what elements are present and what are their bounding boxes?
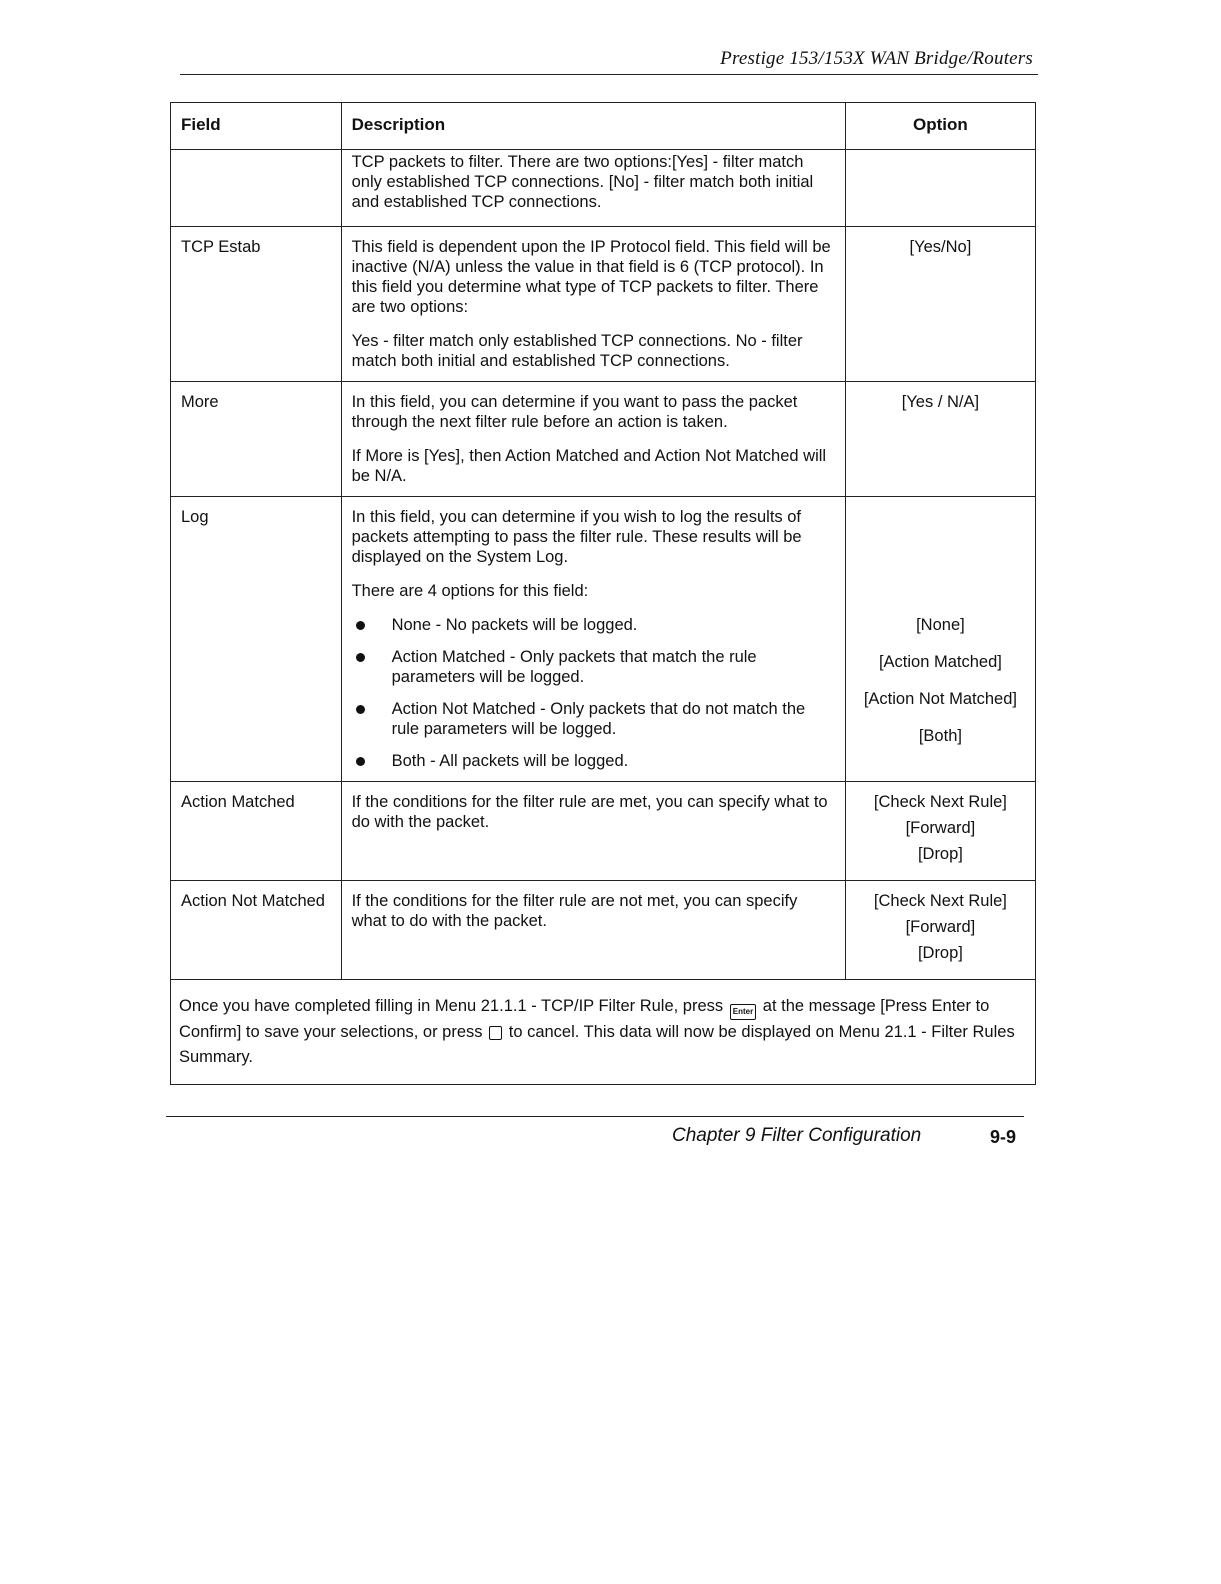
bullet-icon bbox=[356, 653, 365, 662]
table-row bbox=[171, 497, 1036, 782]
footer-rule bbox=[166, 1116, 1024, 1117]
bullet-icon bbox=[356, 621, 365, 630]
field-cell: Action Not Matched bbox=[171, 881, 342, 980]
description-text: Yes - filter match only established TCP connections. No - filter match both initial and established TCP connections. bbox=[351, 332, 803, 370]
description-cell bbox=[341, 382, 845, 497]
option-cell bbox=[845, 782, 1035, 881]
option-value: [Action Not Matched] bbox=[863, 690, 1017, 708]
table-row bbox=[171, 782, 1036, 881]
option-cell bbox=[845, 881, 1035, 980]
option-value: [Drop] bbox=[917, 845, 963, 863]
table-row bbox=[171, 881, 1036, 980]
enter-key-icon: Enter bbox=[730, 1004, 756, 1020]
description-text: If the conditions for the filter rule are met, you can specify what to do with the packet. bbox=[351, 793, 828, 831]
option-value: [None] bbox=[916, 616, 965, 634]
option-value: [Action Matched] bbox=[878, 653, 1002, 671]
option-value: [Yes/No] bbox=[909, 238, 972, 256]
option-cell bbox=[845, 382, 1035, 497]
log-option-list bbox=[352, 615, 835, 771]
option-value: [Check Next Rule] bbox=[873, 793, 1007, 811]
description-cell bbox=[341, 227, 845, 382]
field-cell: More bbox=[171, 382, 342, 497]
description-cell bbox=[341, 497, 845, 782]
footer-note-text: to cancel. This data will now be displayed on Menu 21.1 - Filter Rules Summary. bbox=[179, 1023, 1015, 1066]
footer-note bbox=[171, 980, 1036, 1085]
list-item-text: None - No packets will be logged. bbox=[391, 616, 638, 634]
field-cell bbox=[171, 150, 342, 227]
header-description: Description bbox=[341, 103, 845, 150]
table-row bbox=[171, 227, 1036, 382]
description-text: This field is dependent upon the IP Protocol field. This field will be inactive (N/A) unless the value in that field is 6 (TCP protocol). In this field you determine what type of TCP packets to filter. There are two options: bbox=[351, 238, 831, 316]
header-rule bbox=[180, 74, 1038, 75]
field-cell: TCP Estab bbox=[171, 227, 342, 382]
bullet-icon bbox=[356, 757, 365, 766]
table-header-row bbox=[171, 103, 1036, 150]
list-item-text: Action Matched - Only packets that match the rule parameters will be logged. bbox=[391, 648, 757, 686]
footer-note-text: at the message [Press Enter to Confirm] to save your selections, or press bbox=[179, 997, 990, 1041]
page-number: 9-9 bbox=[990, 1127, 1017, 1147]
description-text: In this field, you can determine if you wish to log the results of packets attempting to pass the filter rule. These results will be displayed on the System Log. bbox=[351, 508, 802, 566]
running-header: Prestige 153/153X WAN Bridge/Routers bbox=[720, 48, 1033, 69]
list-item bbox=[352, 647, 835, 687]
description-text: TCP packets to filter. There are two options:[Yes] - filter match only established TCP connections. [No] - filter match both initial and established TCP connections. bbox=[351, 153, 814, 211]
chapter-title: Chapter 9 Filter Configuration bbox=[672, 1125, 922, 1146]
escape-key-icon bbox=[489, 1026, 502, 1040]
table-row bbox=[171, 150, 1036, 227]
description-cell bbox=[341, 881, 845, 980]
description-cell bbox=[341, 150, 845, 227]
option-cell bbox=[845, 227, 1035, 382]
list-item bbox=[352, 699, 835, 739]
option-value: [Drop] bbox=[917, 944, 963, 962]
list-item bbox=[352, 615, 835, 635]
option-value: [Yes / N/A] bbox=[901, 393, 980, 411]
description-text: There are 4 options for this field: bbox=[351, 582, 589, 600]
table-footer-row bbox=[171, 980, 1036, 1085]
option-value: [Both] bbox=[918, 727, 962, 745]
header-option: Option bbox=[845, 103, 1035, 150]
header-field: Field bbox=[171, 103, 342, 150]
description-text: If the conditions for the filter rule are not met, you can specify what to do with the packet. bbox=[351, 892, 798, 930]
list-item bbox=[352, 751, 835, 771]
footer-note-text: Once you have completed filling in Menu 21.1.1 - TCP/IP Filter Rule, press bbox=[179, 997, 724, 1015]
field-cell: Log bbox=[171, 497, 342, 782]
option-cell bbox=[845, 497, 1035, 782]
field-description-table bbox=[170, 102, 1036, 1085]
description-text: If More is [Yes], then Action Matched and Action Not Matched will be N/A. bbox=[351, 447, 827, 485]
option-value: [Check Next Rule] bbox=[873, 892, 1007, 910]
list-item-text: Action Not Matched - Only packets that do not match the rule parameters will be logged. bbox=[391, 700, 806, 738]
field-cell: Action Matched bbox=[171, 782, 342, 881]
list-item-text: Both - All packets will be logged. bbox=[391, 752, 629, 770]
option-cell bbox=[845, 150, 1035, 227]
option-value: [Forward] bbox=[905, 918, 976, 936]
option-value: [Forward] bbox=[905, 819, 976, 837]
description-cell bbox=[341, 782, 845, 881]
bullet-icon bbox=[356, 705, 365, 714]
description-text: In this field, you can determine if you want to pass the packet through the next filter rule before an action is taken. bbox=[351, 393, 798, 431]
table-row bbox=[171, 382, 1036, 497]
